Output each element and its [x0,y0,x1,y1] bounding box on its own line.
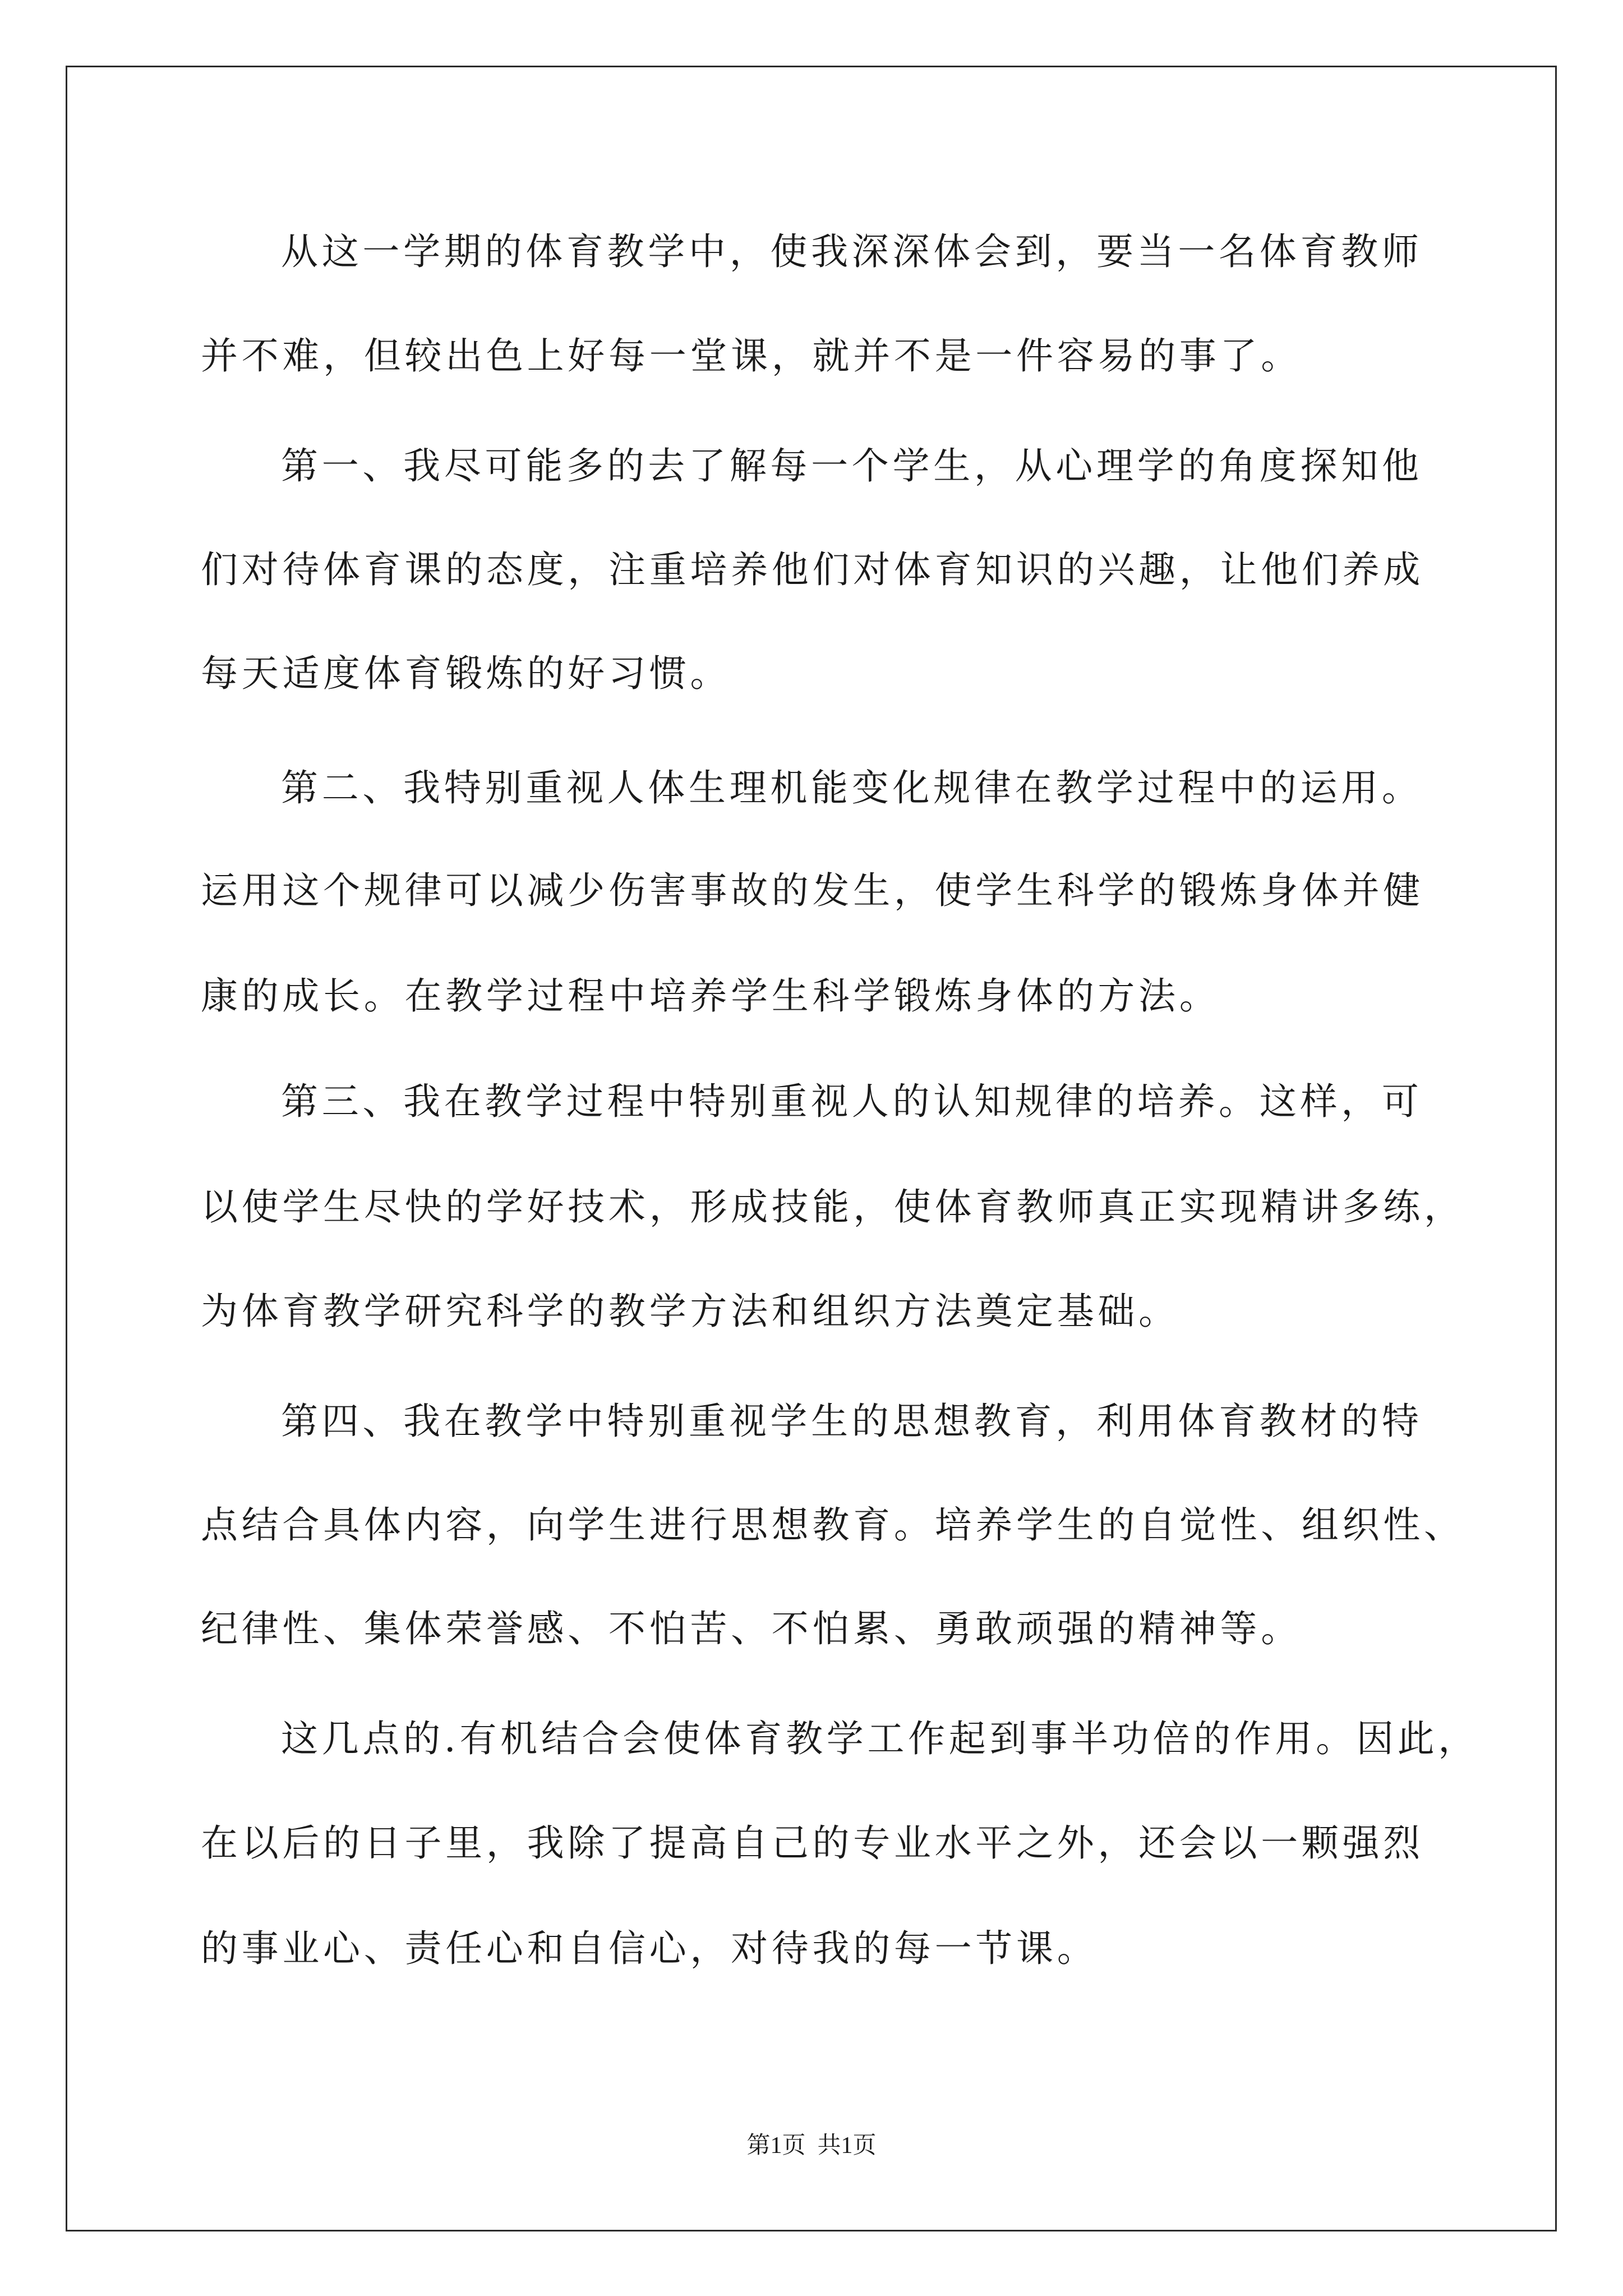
paragraph-line: 的事业心、责任心和自信心，对待我的每一节课。 [201,1927,1098,1970]
paragraph-line: 在以后的日子里，我除了提高自己的专业水平之外，还会以一颗强烈 [201,1821,1424,1865]
paragraph-line: 第二、我特别重视人体生理机能变化规律在教学过程中的运用。 [281,766,1423,809]
paragraph-line: 康的成长。在教学过程中培养学生科学锻炼身体的方法。 [201,974,1220,1018]
paragraph-line: 第三、我在教学过程中特别重视人的认知规律的培养。这样，可 [281,1080,1423,1123]
paragraph-line: 点结合具体内容，向学生进行思想教育。培养学生的自觉性、组织性、 [201,1503,1465,1547]
paragraph-line: 以使学生尽快的学好技术，形成技能，使体育教师真正实现精讲多练， [201,1185,1465,1228]
paragraph-line: 这几点的.有机结合会使体育教学工作起到事半功倍的作用。因此， [281,1717,1479,1760]
page-border [66,66,1557,2231]
paragraph-line: 运用这个规律可以减少伤害事故的发生，使学生科学的锻炼身体并健 [201,869,1424,912]
paragraph-line: 每天适度体育锻炼的好习惯。 [201,652,731,695]
paragraph-line: 们对待体育课的态度，注重培养他们对体育知识的兴趣，让他们养成 [201,548,1424,591]
paragraph-line: 从这一学期的体育教学中，使我深深体会到，要当一名体育教师 [281,230,1423,273]
paragraph-line: 第四、我在教学中特别重视学生的思想教育，利用体育教材的特 [281,1400,1423,1443]
paragraph-line: 为体育教学研究科学的教学方法和组织方法奠定基础。 [201,1290,1179,1333]
paragraph-line: 纪律性、集体荣誉感、不怕苦、不怕累、勇敢顽强的精神等。 [201,1607,1302,1650]
page-footer: 第1页 共1页 [746,2133,877,2159]
paragraph-line: 并不难，但较出色上好每一堂课，就并不是一件容易的事了。 [201,334,1302,378]
paragraph-line: 第一、我尽可能多的去了解每一个学生，从心理学的角度探知他 [281,444,1423,487]
